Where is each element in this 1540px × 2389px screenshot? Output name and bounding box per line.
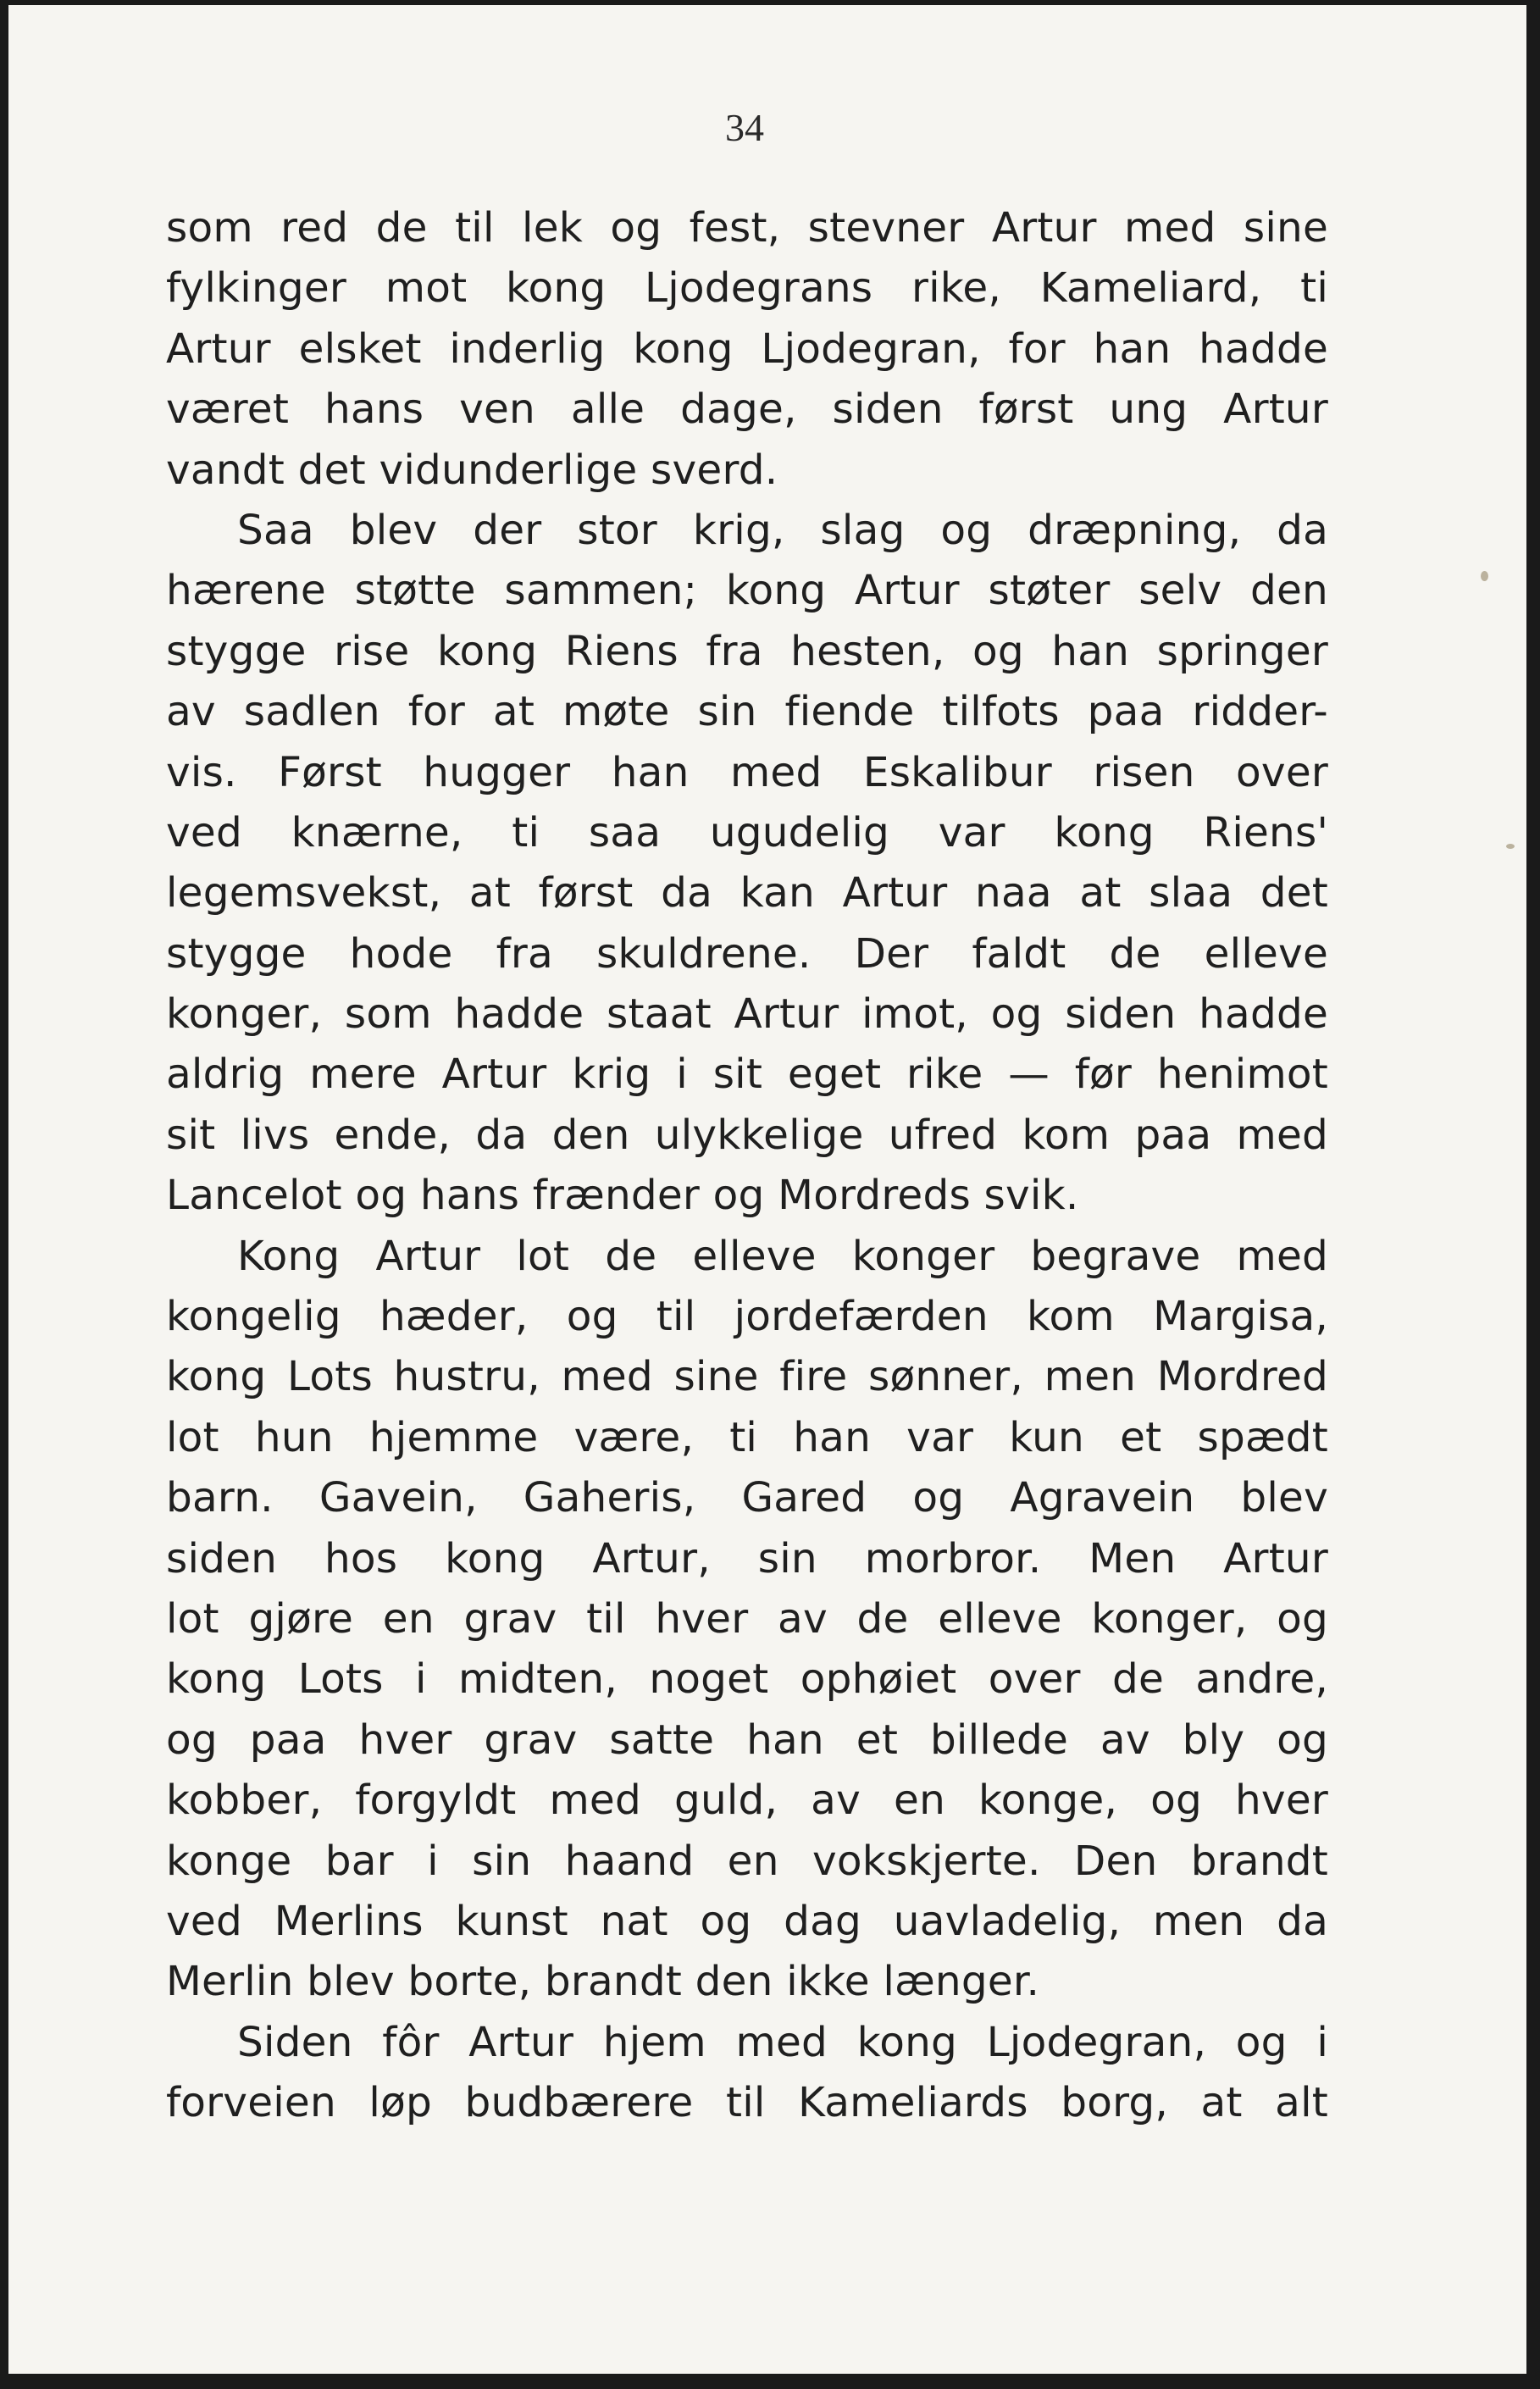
- text-line: kong Lots hustru, med sine fire sønner, men Mordred: [166, 1353, 1328, 1401]
- text-line: ved Merlins kunst nat og dag uavladelig, men da: [166, 1897, 1328, 1945]
- text-line: Merlin blev borte, brandt den ikke længer.: [166, 1958, 1040, 2006]
- text-line: kongelig hæder, og til jordefærden kom Margisa,: [166, 1293, 1328, 1341]
- paragraph: [166, 1227, 1328, 2013]
- text-line: aldrig mere Artur krig i sit eget rike — før henimot: [166, 1050, 1328, 1099]
- text-line: legemsvekst, at først da kan Artur naa at slaa det: [166, 869, 1328, 917]
- text-line: sit livs ende, da den ulykkelige ufred kom paa med: [166, 1111, 1328, 1159]
- text-line: Saa blev der stor krig, slag og dræpning, da: [237, 506, 1328, 554]
- text-line: kong Lots i midten, noget ophøiet over de andre,: [166, 1655, 1328, 1704]
- text-line: barn. Gavein, Gaheris, Gared og Agravein blev: [166, 1474, 1328, 1522]
- text-line: og paa hver grav satte han et billede av bly og: [166, 1716, 1328, 1764]
- text-line: vandt det vidunderlige sverd.: [166, 446, 778, 494]
- text-line: som red de til lek og fest, stevner Artur med sine: [166, 204, 1328, 252]
- paragraph: [166, 501, 1328, 1227]
- text-line: ved knærne, ti saa ugudelig var kong Riens': [166, 808, 1328, 856]
- text-line: vis. Først hugger han med Eskalibur risen over: [166, 748, 1328, 796]
- text-line: kobber, forgyldt med guld, av en konge, og hver: [166, 1777, 1328, 1825]
- paper-speck: [1506, 844, 1515, 849]
- text-line: forveien løp budbærere til Kameliards borg, at alt: [166, 2079, 1328, 2127]
- text-line: siden hos kong Artur, sin morbror. Men Artur: [166, 1534, 1328, 1583]
- text-line: været hans ven alle dage, siden først ung Artur: [166, 385, 1328, 434]
- text-line: Artur elsket inderlig kong Ljodegran, for han hadde: [166, 324, 1328, 373]
- paragraph: [166, 2013, 1328, 2134]
- text-line: Siden fôr Artur hjem med kong Ljodegran, og i: [237, 2018, 1328, 2066]
- page-number: 34: [725, 106, 764, 149]
- body-text: [166, 198, 1328, 2134]
- text-line: konger, som hadde staat Artur imot, og siden hadde: [166, 990, 1328, 1039]
- text-line: konge bar i sin haand en vokskjerte. Den brandt: [166, 1837, 1328, 1885]
- text-line: stygge rise kong Riens fra hesten, og han springer: [166, 627, 1328, 675]
- text-line: av sadlen for at møte sin fiende tilfots paa ridder-: [166, 688, 1328, 736]
- text-line: lot hun hjemme være, ti han var kun et spædt: [166, 1413, 1328, 1461]
- text-line: stygge hode fra skuldrene. Der faldt de elleve: [166, 929, 1328, 978]
- paragraph: [166, 198, 1328, 501]
- text-line: Lancelot og hans frænder og Mordreds svik.: [166, 1172, 1079, 1220]
- text-line: lot gjøre en grav til hver av de elleve konger, og: [166, 1594, 1328, 1643]
- text-line: fylkinger mot kong Ljodegrans rike, Kameliard, ti: [166, 264, 1328, 313]
- book-page: [8, 5, 1526, 2374]
- paper-speck: [1481, 571, 1488, 581]
- text-line: Kong Artur lot de elleve konger begrave med: [237, 1232, 1328, 1280]
- text-line: hærene støtte sammen; kong Artur støter selv den: [166, 567, 1328, 615]
